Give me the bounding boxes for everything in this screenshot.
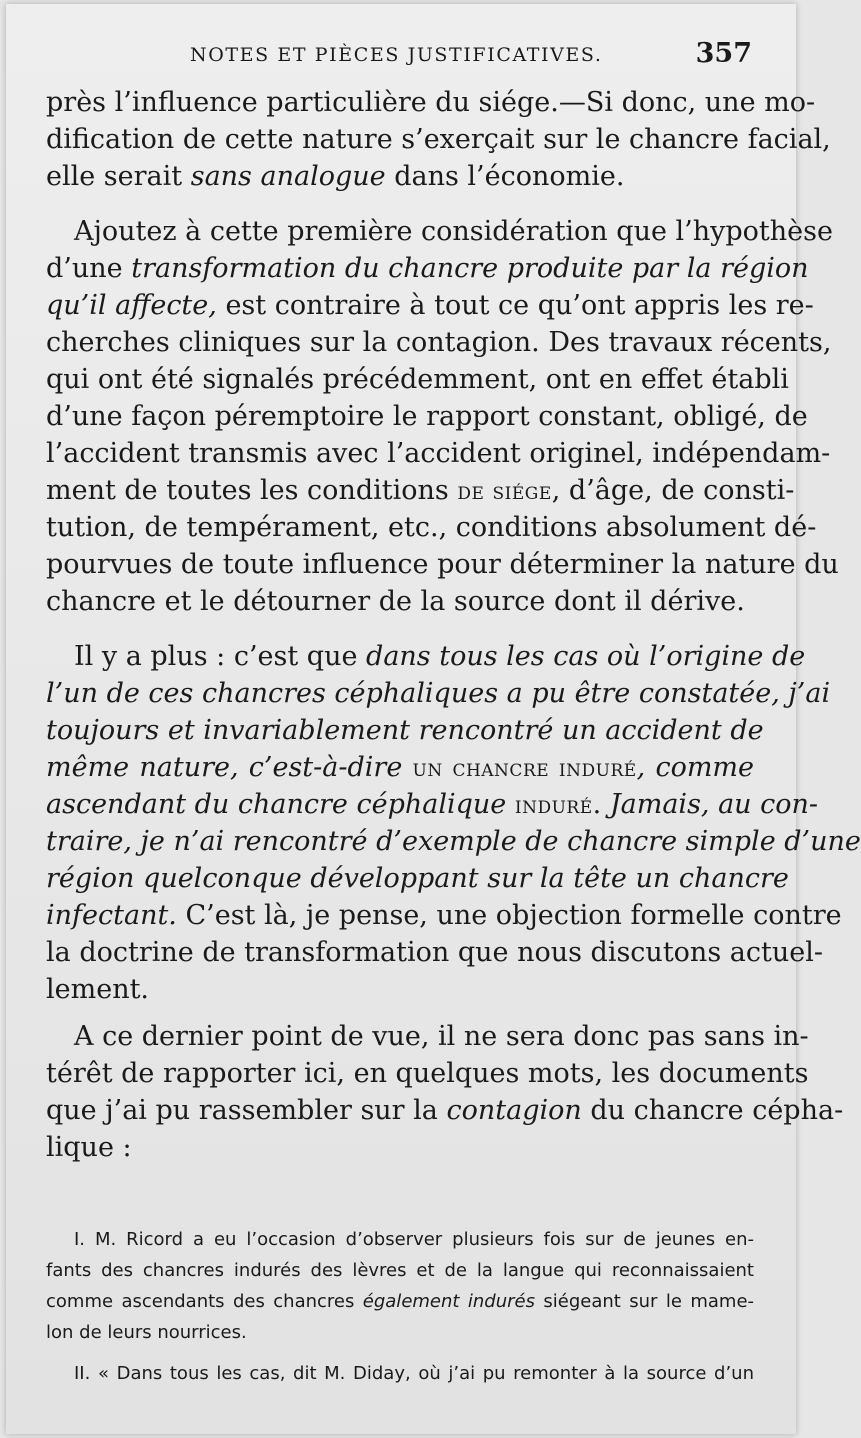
footnote — [46, 1224, 754, 1348]
text-line: qu’il affecte, est contraire à tout ce qu’ont appris les re- — [46, 290, 814, 321]
text-line: térêt de rapporter ici, en quelques mots, les documents — [46, 1058, 809, 1089]
italic-text: ascendant du chancre céphalique — [46, 789, 515, 820]
text-line: chancre et le détourner de la source dont il dérive. — [46, 586, 745, 617]
italic-text: infectant. — [46, 900, 177, 931]
text-line: A ce dernier point de vue, il ne sera donc pas sans in- — [74, 1021, 809, 1052]
text-line: cherches cliniques sur la contagion. Des travaux récents, — [46, 327, 832, 358]
running-title: NOTES ET PIÈCES JUSTIFICATIVES. — [190, 44, 603, 66]
footnotes — [46, 1224, 754, 1389]
text-line: que j’ai pu rassembler sur la contagion du chancre cépha- — [46, 1095, 844, 1126]
paragraph — [46, 1018, 844, 1166]
text-line: infectant. C’est là, je pense, une objection formelle contre — [46, 900, 842, 931]
text-line: même nature, c’est-à-dire un chancre induré, comme — [46, 752, 755, 783]
text-line: pourvues de toute influence pour déterminer la nature du — [46, 549, 839, 580]
text-line: qui ont été signalés précédemment, ont en effet établi — [46, 364, 789, 395]
page-number: 357 — [695, 38, 752, 69]
italic-text: contagion — [446, 1095, 582, 1126]
paragraph — [46, 84, 831, 195]
text-line: la doctrine de transformation que nous discutons actuel- — [46, 937, 823, 968]
text-line — [46, 823, 861, 860]
text-line — [46, 675, 831, 712]
italic-text: même nature, c’est-à-dire — [46, 752, 413, 783]
text-line: près l’influence particulière du siége.—Si donc, une mo- — [46, 87, 816, 118]
small-caps-text: induré — [514, 791, 593, 819]
text-line: Ajoutez à cette première considération que l’hypothèse — [74, 216, 833, 247]
italic-text: qu’il affecte, — [46, 290, 217, 321]
text-line: tution, de tempérament, etc., conditions absolument dé- — [46, 512, 817, 543]
body-text — [46, 84, 861, 1166]
footnote-line: II. « Dans tous les cas, dit M. Diday, où j’ai pu remonter à la source d’un — [74, 1363, 754, 1384]
text-line: l’accident transmis avec l’accident originel, indépendam- — [46, 438, 831, 469]
italic-text: l’un de ces chancres céphaliques a pu être constatée, j’ai — [46, 678, 831, 709]
text-line — [46, 860, 789, 897]
italic-text: sans analogue — [190, 161, 386, 192]
text-line — [46, 712, 764, 749]
small-caps-text: un chancre induré — [412, 754, 637, 782]
small-caps-text: de siége — [457, 477, 552, 505]
footnote — [46, 1358, 754, 1389]
italic-text: dans tous les cas où l’origine de — [366, 641, 806, 672]
paragraph — [46, 638, 861, 1008]
page-header — [0, 36, 800, 76]
text-line: ascendant du chancre céphalique induré. Jamais, au con- — [46, 789, 819, 820]
footnote-line: fants des chancres indurés des lèvres et de la langue qui reconnaissaient — [46, 1260, 754, 1281]
italic-text: toujours et invariablement rencontré un accident de — [46, 715, 764, 746]
text-line: lement. — [46, 974, 150, 1005]
paragraph — [46, 213, 839, 620]
footnote-line: lon de leurs nourrices. — [46, 1322, 247, 1343]
text-line: dification de cette nature s’exerçait sur le chancre facial, — [46, 124, 831, 155]
italic-text: transformation du chancre produite par la région — [131, 253, 809, 284]
text-line: d’une façon péremptoire le rapport constant, obligé, de — [46, 401, 808, 432]
italic-text: traire, je n’ai rencontré d’exemple de chancre simple d’une — [46, 826, 861, 857]
text-line: ment de toutes les conditions de siége, d’âge, de consti- — [46, 475, 795, 506]
text-line: lique : — [46, 1132, 132, 1163]
italic-text: région quelconque développant sur la tête un chancre — [46, 863, 789, 894]
text-line: Il y a plus : c’est que dans tous les cas où l’origine de — [74, 641, 806, 672]
footnote-line: I. M. Ricord a eu l’occasion d’observer plusieurs fois sur de jeunes en- — [74, 1229, 754, 1250]
text-line: elle serait sans analogue dans l’économie. — [46, 161, 625, 192]
footnote-line: comme ascendants des chancres également indurés siégeant sur le mame- — [46, 1291, 755, 1312]
text-line: d’une transformation du chancre produite par la région — [46, 253, 809, 284]
italic-text: également indurés — [362, 1291, 535, 1312]
